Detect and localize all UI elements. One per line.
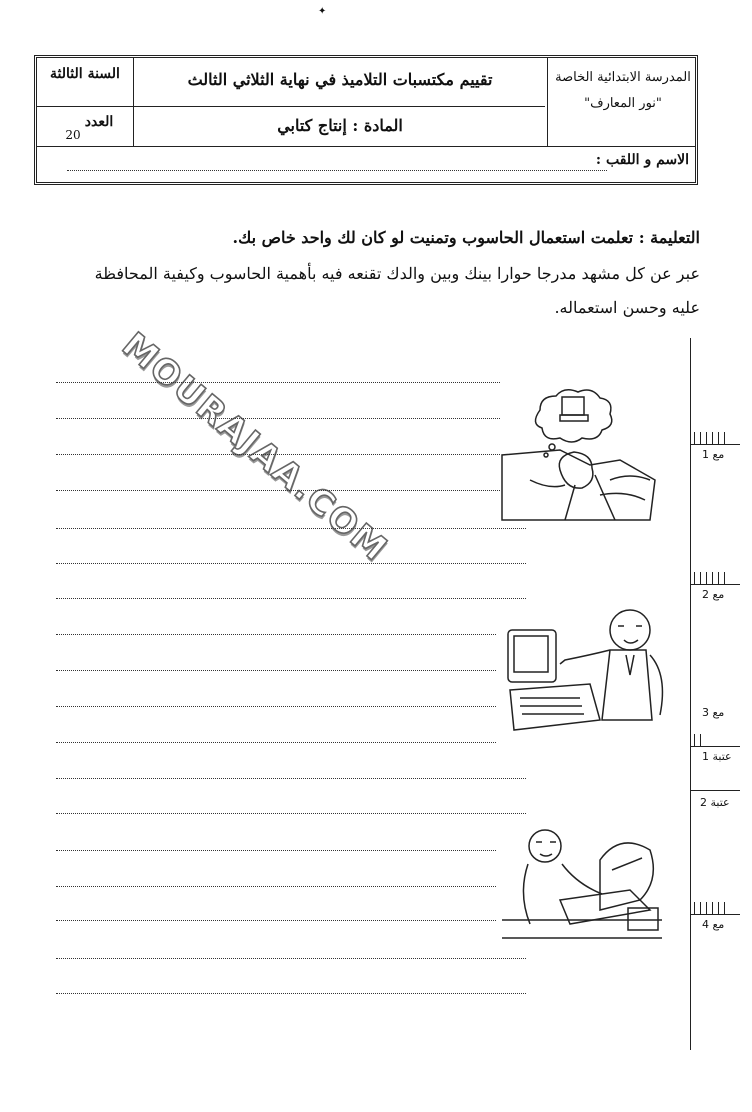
school-label: المدرسة الابتدائية الخاصة xyxy=(555,70,691,85)
score-ticks-4 xyxy=(694,902,725,914)
criterion-2: مع 2 xyxy=(702,588,725,601)
school-name: "نور المعارف" xyxy=(584,96,662,111)
grade-label: السنة الثالثة xyxy=(50,66,120,82)
instruction-line-2: عبر عن كل مشهد مدرجا حوارا بينك وبين والدك تقنعه فيه بأهمية الحاسوب وكيفية المحافظة xyxy=(94,264,700,283)
score-max: 20 xyxy=(65,128,81,142)
subject-title: المادة : إنتاج كتابي xyxy=(277,116,403,135)
instruction-line-1: التعليمة : تعلمت استعمال الحاسوب وتمنيت لو كان لك واحد خاص بك. xyxy=(232,228,700,247)
criterion-1: مع 1 xyxy=(702,448,725,461)
top-mark: ✦ xyxy=(318,6,327,17)
criterion-3: مع 3 xyxy=(702,706,725,719)
boy-at-computer-illustration xyxy=(500,820,670,940)
name-label: الاسم و اللقب : xyxy=(595,152,689,168)
score-ticks-3 xyxy=(694,734,701,746)
instruction-line-3: عليه وحسن استعماله. xyxy=(554,298,700,317)
boy-dreaming-illustration xyxy=(500,385,660,525)
threshold-2: عتبة 2 xyxy=(700,796,730,809)
exam-title: تقييم مكتسبات التلاميذ في نهاية الثلاثي الثالث xyxy=(187,70,493,89)
threshold-1: عتبة 1 xyxy=(702,750,732,763)
watermark: MOURAJAA.COM xyxy=(114,325,396,570)
score-label: العدد xyxy=(84,114,114,130)
header-table xyxy=(34,55,698,185)
name-field[interactable] xyxy=(67,170,607,171)
father-computer-illustration xyxy=(500,600,680,750)
score-ticks-2 xyxy=(694,572,725,584)
criterion-4: مع 4 xyxy=(702,918,725,931)
score-ticks-1 xyxy=(694,432,725,444)
